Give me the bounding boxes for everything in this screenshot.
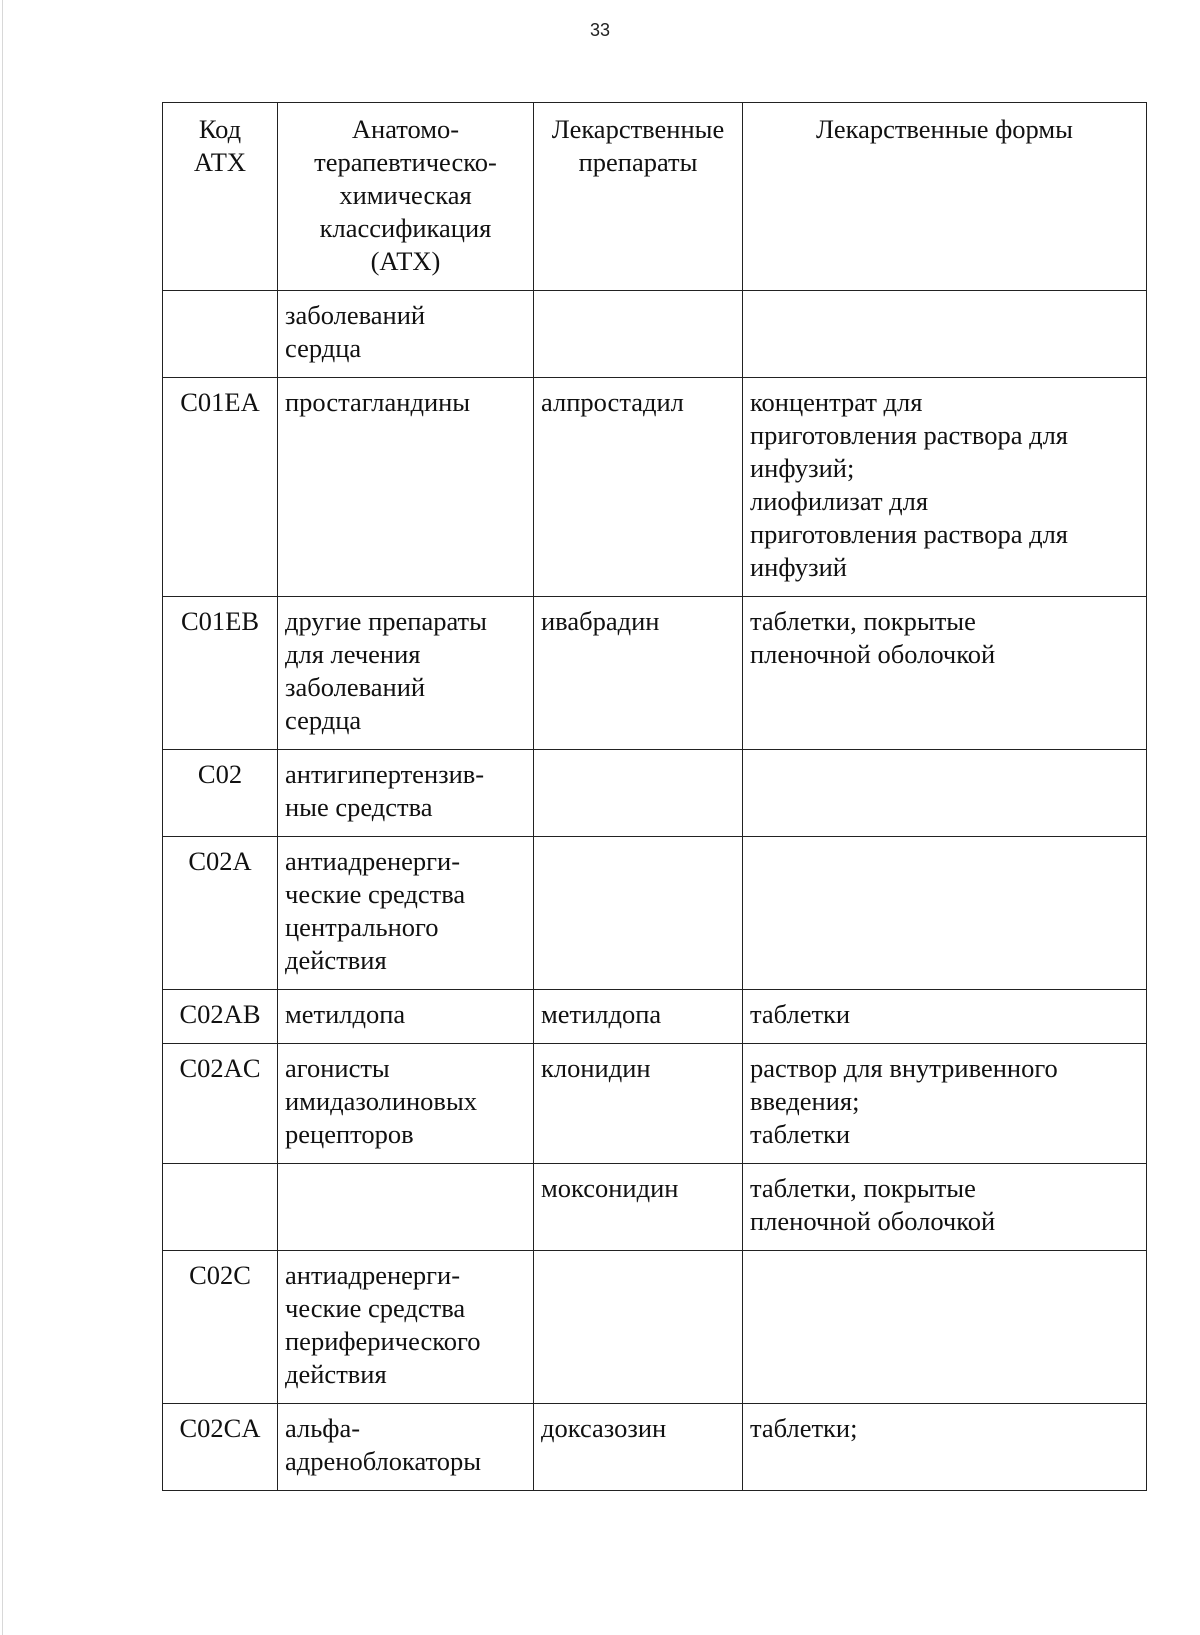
table-row [163, 291, 1147, 378]
atx-table [162, 102, 1147, 1491]
drug-cell: ивабрадин [534, 597, 743, 750]
atx-code-cell: C02CA [163, 1404, 278, 1491]
classification-cell: антиадренерги- ческие средства периферического действия [278, 1251, 534, 1404]
forms-cell: таблетки; [743, 1404, 1147, 1491]
atx-code-cell: C02AB [163, 990, 278, 1044]
classification-cell: другие препараты для лечения заболеваний сердца [278, 597, 534, 750]
forms-cell: таблетки [743, 990, 1147, 1044]
table-row [163, 1044, 1147, 1164]
forms-cell [743, 1251, 1147, 1404]
forms-cell: раствор для внутривенного введения; таблетки [743, 1044, 1147, 1164]
forms-cell [743, 750, 1147, 837]
drug-cell: алпростадил [534, 378, 743, 597]
forms-cell [743, 837, 1147, 990]
drug-cell [534, 837, 743, 990]
table-row [163, 837, 1147, 990]
classification-cell: альфа- адреноблокаторы [278, 1404, 534, 1491]
header-atx-code: Код АТХ [163, 103, 278, 291]
atx-code-cell: C02AC [163, 1044, 278, 1164]
table-row [163, 750, 1147, 837]
forms-cell: таблетки, покрытые пленочной оболочкой [743, 1164, 1147, 1251]
drug-cell [534, 1251, 743, 1404]
atx-code-cell: C02 [163, 750, 278, 837]
classification-cell: простагландины [278, 378, 534, 597]
forms-cell: концентрат для приготовления раствора для инфузий; лиофилизат для приготовления раствора для инфузий [743, 378, 1147, 597]
classification-cell [278, 1164, 534, 1251]
classification-cell: метилдопа [278, 990, 534, 1044]
classification-cell: агонисты имидазолиновых рецепторов [278, 1044, 534, 1164]
table-row [163, 990, 1147, 1044]
header-dosage-forms: Лекарственные формы [743, 103, 1147, 291]
table-row [163, 597, 1147, 750]
table-row [163, 1164, 1147, 1251]
drug-cell: моксонидин [534, 1164, 743, 1251]
forms-cell: таблетки, покрытые пленочной оболочкой [743, 597, 1147, 750]
classification-cell: антиадренерги- ческие средства центрального действия [278, 837, 534, 990]
atx-code-cell: C02A [163, 837, 278, 990]
atx-code-cell: C01EB [163, 597, 278, 750]
table-row [163, 378, 1147, 597]
table-row [163, 1404, 1147, 1491]
drug-cell: клонидин [534, 1044, 743, 1164]
drug-cell [534, 291, 743, 378]
drug-cell [534, 750, 743, 837]
atx-code-cell: C01EA [163, 378, 278, 597]
classification-cell: антигипертензив- ные средства [278, 750, 534, 837]
drug-cell: доксазозин [534, 1404, 743, 1491]
atx-code-cell [163, 291, 278, 378]
classification-cell: заболеваний сердца [278, 291, 534, 378]
table-header-row [163, 103, 1147, 291]
atx-code-cell: C02C [163, 1251, 278, 1404]
table-row [163, 1251, 1147, 1404]
forms-cell [743, 291, 1147, 378]
header-atx-classification: Анатомо- терапевтическо- химическая классификация (АТХ) [278, 103, 534, 291]
drug-cell: метилдопа [534, 990, 743, 1044]
header-drugs: Лекарственные препараты [534, 103, 743, 291]
atx-code-cell [163, 1164, 278, 1251]
scan-edge-line [2, 0, 3, 1635]
page-number: 33 [589, 20, 611, 40]
